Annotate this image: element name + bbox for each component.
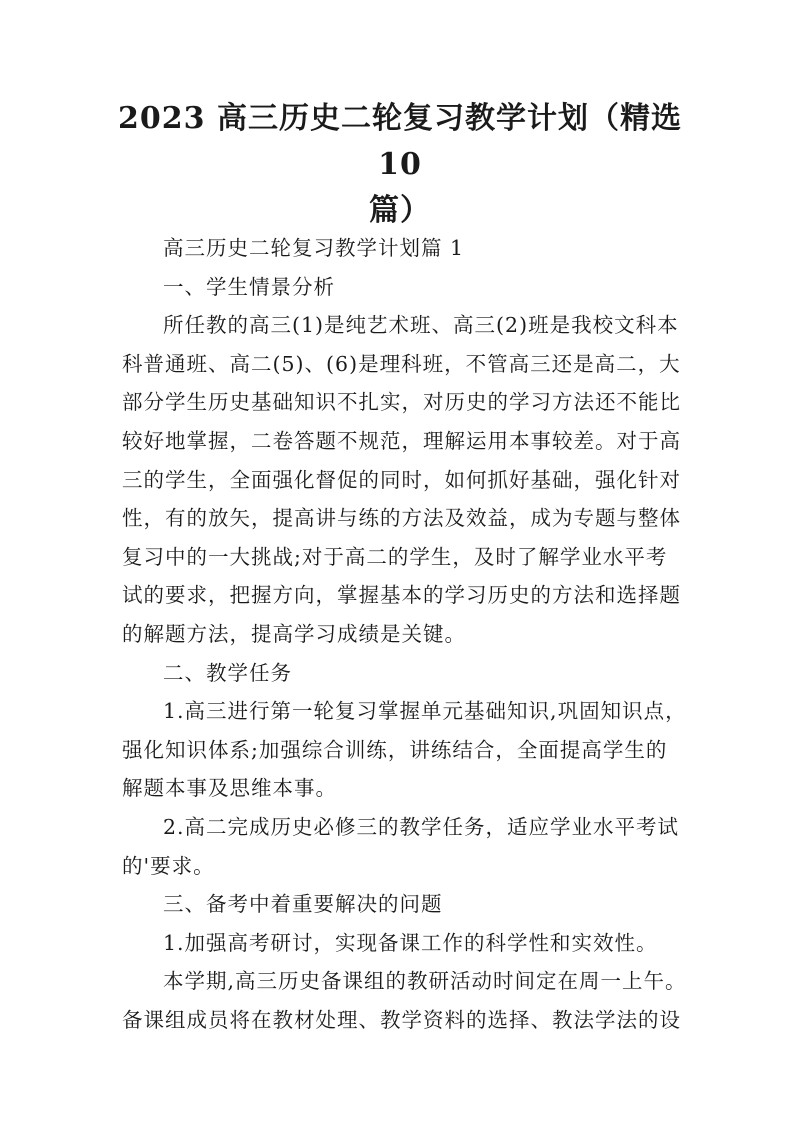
subsection-heading: 二、教学任务 [163,660,292,685]
paragraph-line: 的解题方法，提高学习成绩是关键。 [122,621,466,646]
paragraph-line: 较好地掌握，二卷答题不规范，理解运用本事较差。对于高 [122,428,681,453]
title-line-1: 2023 高三历史二轮复习教学计划（精选 10 [118,101,682,182]
paragraph-line: 的'要求。 [122,853,215,878]
paragraph-line: 1.高三进行第一轮复习掌握单元基础知识,巩固知识点， [163,699,687,724]
title-line-2: 篇） [369,193,431,228]
paragraph-line: 解题本事及思维本事。 [122,776,337,801]
paragraph-line: 试的要求，把握方向，掌握基本的学习历史的方法和选择题 [122,583,681,608]
paragraph-line: 部分学生历史基础知识不扎实，对历史的学习方法还不能比 [122,390,681,415]
paragraph-line: 科普通班、高二(5)、(6)是理科班，不管高三还是高二，大 [122,351,681,376]
paragraph-line: 强化知识体系;加强综合训练，讲练结合，全面提高学生的 [122,737,668,762]
paragraph-line: 2.高二完成历史必修三的教学任务，适应学业水平考试 [163,814,680,839]
paragraph-line: 1.加强高考研讨，实现备课工作的科学性和实效性。 [163,930,658,955]
paragraph-line: 三的学生，全面强化督促的同时，如何抓好基础，强化针对 [122,467,681,492]
paragraph-line: 复习中的一大挑战;对于高二的学生，及时了解学业水平考 [122,544,668,569]
paragraph-line: 性，有的放矢，提高讲与练的方法及效益，成为专题与整体 [122,506,681,531]
document-title [110,96,690,234]
document-body [122,229,687,1039]
subsection-heading: 三、备考中着重要解决的问题 [163,892,443,917]
paragraph-line: 本学期,高三历史备课组的教研活动时间定在周一上午。 [163,969,687,994]
paragraph-line: 备课组成员将在教材处理、教学资料的选择、教法学法的设 [122,1007,681,1032]
section-heading: 高三历史二轮复习教学计划篇 1 [163,236,465,260]
paragraph-line: 所任教的高三(1)是纯艺术班、高三(2)班是我校文科本 [163,313,679,338]
subsection-heading: 一、学生情景分析 [163,274,335,299]
